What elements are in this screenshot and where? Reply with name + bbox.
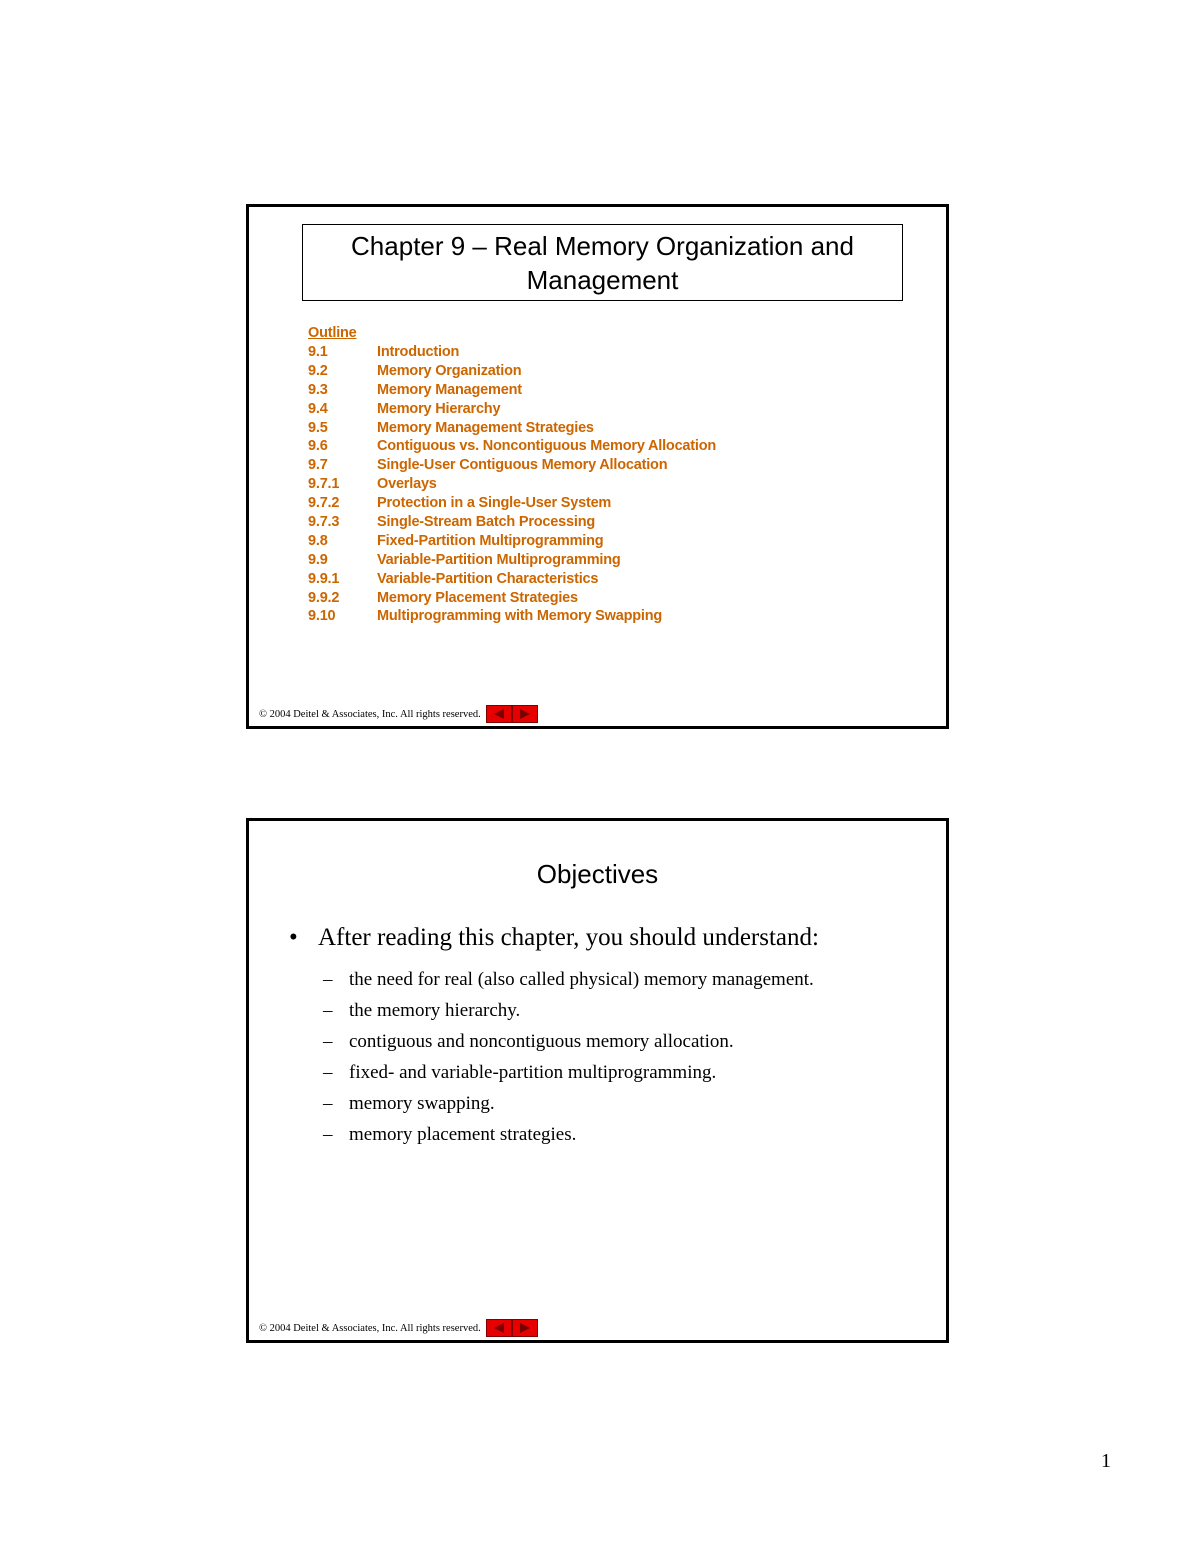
- outline-item[interactable]: [308, 362, 716, 381]
- outline-item-label: Overlays: [377, 476, 437, 493]
- outline-item[interactable]: [308, 381, 716, 400]
- outline-item-label: Memory Hierarchy: [377, 400, 501, 417]
- dash-icon: –: [323, 1124, 333, 1146]
- next-slide-button[interactable]: [512, 1319, 538, 1337]
- triangle-left-icon: [492, 708, 506, 720]
- slide-2-title: Objectives: [536, 859, 659, 889]
- objectives-list: [323, 964, 814, 1151]
- slide-2-footer: [259, 1319, 538, 1337]
- outline-item[interactable]: [308, 532, 716, 551]
- outline-item-label: Introduction: [377, 344, 460, 360]
- list-item: [323, 995, 814, 1026]
- outline-item[interactable]: [308, 589, 716, 608]
- slide-1: [246, 204, 949, 729]
- dash-icon: –: [323, 1062, 333, 1084]
- outline-item-number: 9.9.1: [308, 570, 340, 587]
- slide-1-title-box: [302, 224, 903, 301]
- page-number: 1: [1101, 1450, 1111, 1472]
- triangle-left-icon: [492, 1322, 506, 1334]
- outline-item[interactable]: [308, 456, 716, 475]
- triangle-right-icon: [518, 708, 532, 720]
- outline-item-number: 9.4: [308, 400, 328, 417]
- outline-item-label: Variable-Partition Multiprogramming: [377, 551, 621, 568]
- outline-item-number: 9.9: [308, 551, 328, 568]
- next-slide-button[interactable]: [512, 705, 538, 723]
- outline-item-number: 9.10: [308, 608, 336, 625]
- outline-item[interactable]: [308, 400, 716, 419]
- outline-item-number: 9.9.2: [308, 589, 340, 606]
- outline-item-label: Multiprogramming with Memory Swapping: [377, 608, 663, 625]
- slide-2: [246, 818, 949, 1343]
- copyright-notice: © 2004 Deitel & Associates, Inc. All rights reserved.: [259, 1322, 481, 1334]
- outline-item-number: 9.7.3: [308, 514, 340, 531]
- outline-item-label: Memory Management: [377, 381, 522, 398]
- outline-item-label: Variable-Partition Characteristics: [377, 570, 599, 587]
- outline-item-number: 9.8: [308, 532, 328, 549]
- outline-item-label: Memory Management Strategies: [377, 419, 594, 436]
- list-item-text: memory placement strategies.: [349, 1124, 577, 1146]
- outline-item-number: 9.7.1: [308, 476, 340, 493]
- dash-icon: –: [323, 1031, 333, 1053]
- outline-item-label: Contiguous vs. Noncontiguous Memory Allocation: [377, 438, 717, 455]
- dash-icon: –: [323, 969, 333, 990]
- list-item-text: the memory hierarchy.: [349, 1000, 521, 1022]
- dash-icon: –: [323, 1000, 333, 1022]
- dash-icon: –: [323, 1093, 333, 1115]
- outline-item[interactable]: [308, 437, 716, 456]
- outline-item-number: 9.7.2: [308, 495, 340, 512]
- list-item: [323, 1026, 814, 1057]
- outline-item[interactable]: [308, 570, 716, 589]
- outline-item[interactable]: [308, 494, 716, 513]
- previous-slide-button[interactable]: [486, 1319, 512, 1337]
- slide-1-footer: [259, 705, 538, 723]
- outline-item-label: Fixed-Partition Multiprogramming: [377, 532, 604, 549]
- outline-item[interactable]: [308, 551, 716, 570]
- outline-item-number: 9.3: [308, 381, 328, 398]
- outline-item-number: 9.6: [308, 438, 328, 455]
- list-item: [323, 1119, 814, 1150]
- list-item: [323, 1088, 814, 1119]
- outline-item-number: 9.5: [308, 419, 328, 436]
- bullet-icon: •: [289, 924, 298, 951]
- slide-1-title-line-2: Management: [526, 264, 679, 295]
- outline-item[interactable]: [308, 513, 716, 532]
- outline-item-label: Protection in a Single-User System: [377, 495, 612, 512]
- outline-item-number: 9.1: [308, 344, 328, 360]
- outline-item-number: 9.2: [308, 362, 328, 379]
- list-item-text: the need for real (also called physical) memory management.: [349, 969, 814, 990]
- outline-heading[interactable]: Outline: [308, 325, 357, 341]
- outline-item-number: 9.7: [308, 457, 328, 474]
- outline-item-label: Single-Stream Batch Processing: [377, 514, 596, 531]
- outline-item[interactable]: [308, 419, 716, 438]
- outline-item-label: Single-User Contiguous Memory Allocation: [377, 457, 668, 474]
- copyright-notice: © 2004 Deitel & Associates, Inc. All rights reserved.: [259, 708, 481, 720]
- outline: [308, 324, 716, 626]
- outline-item-label: Memory Placement Strategies: [377, 589, 578, 606]
- list-item-text: fixed- and variable-partition multiprogramming.: [349, 1062, 717, 1084]
- list-item: [323, 964, 814, 995]
- main-bullet-text: After reading this chapter, you should understand:: [318, 924, 819, 951]
- outline-item[interactable]: [308, 343, 716, 362]
- list-item-text: contiguous and noncontiguous memory allocation.: [349, 1031, 734, 1053]
- outline-item[interactable]: [308, 607, 716, 626]
- triangle-right-icon: [518, 1322, 532, 1334]
- list-item-text: memory swapping.: [349, 1093, 495, 1115]
- outline-item-label: Memory Organization: [377, 362, 522, 379]
- list-item: [323, 1057, 814, 1088]
- main-bullet: [289, 924, 819, 952]
- outline-item[interactable]: [308, 475, 716, 494]
- previous-slide-button[interactable]: [486, 705, 512, 723]
- slide-1-title-line-1: Chapter 9 – Real Memory Organization and: [351, 230, 854, 261]
